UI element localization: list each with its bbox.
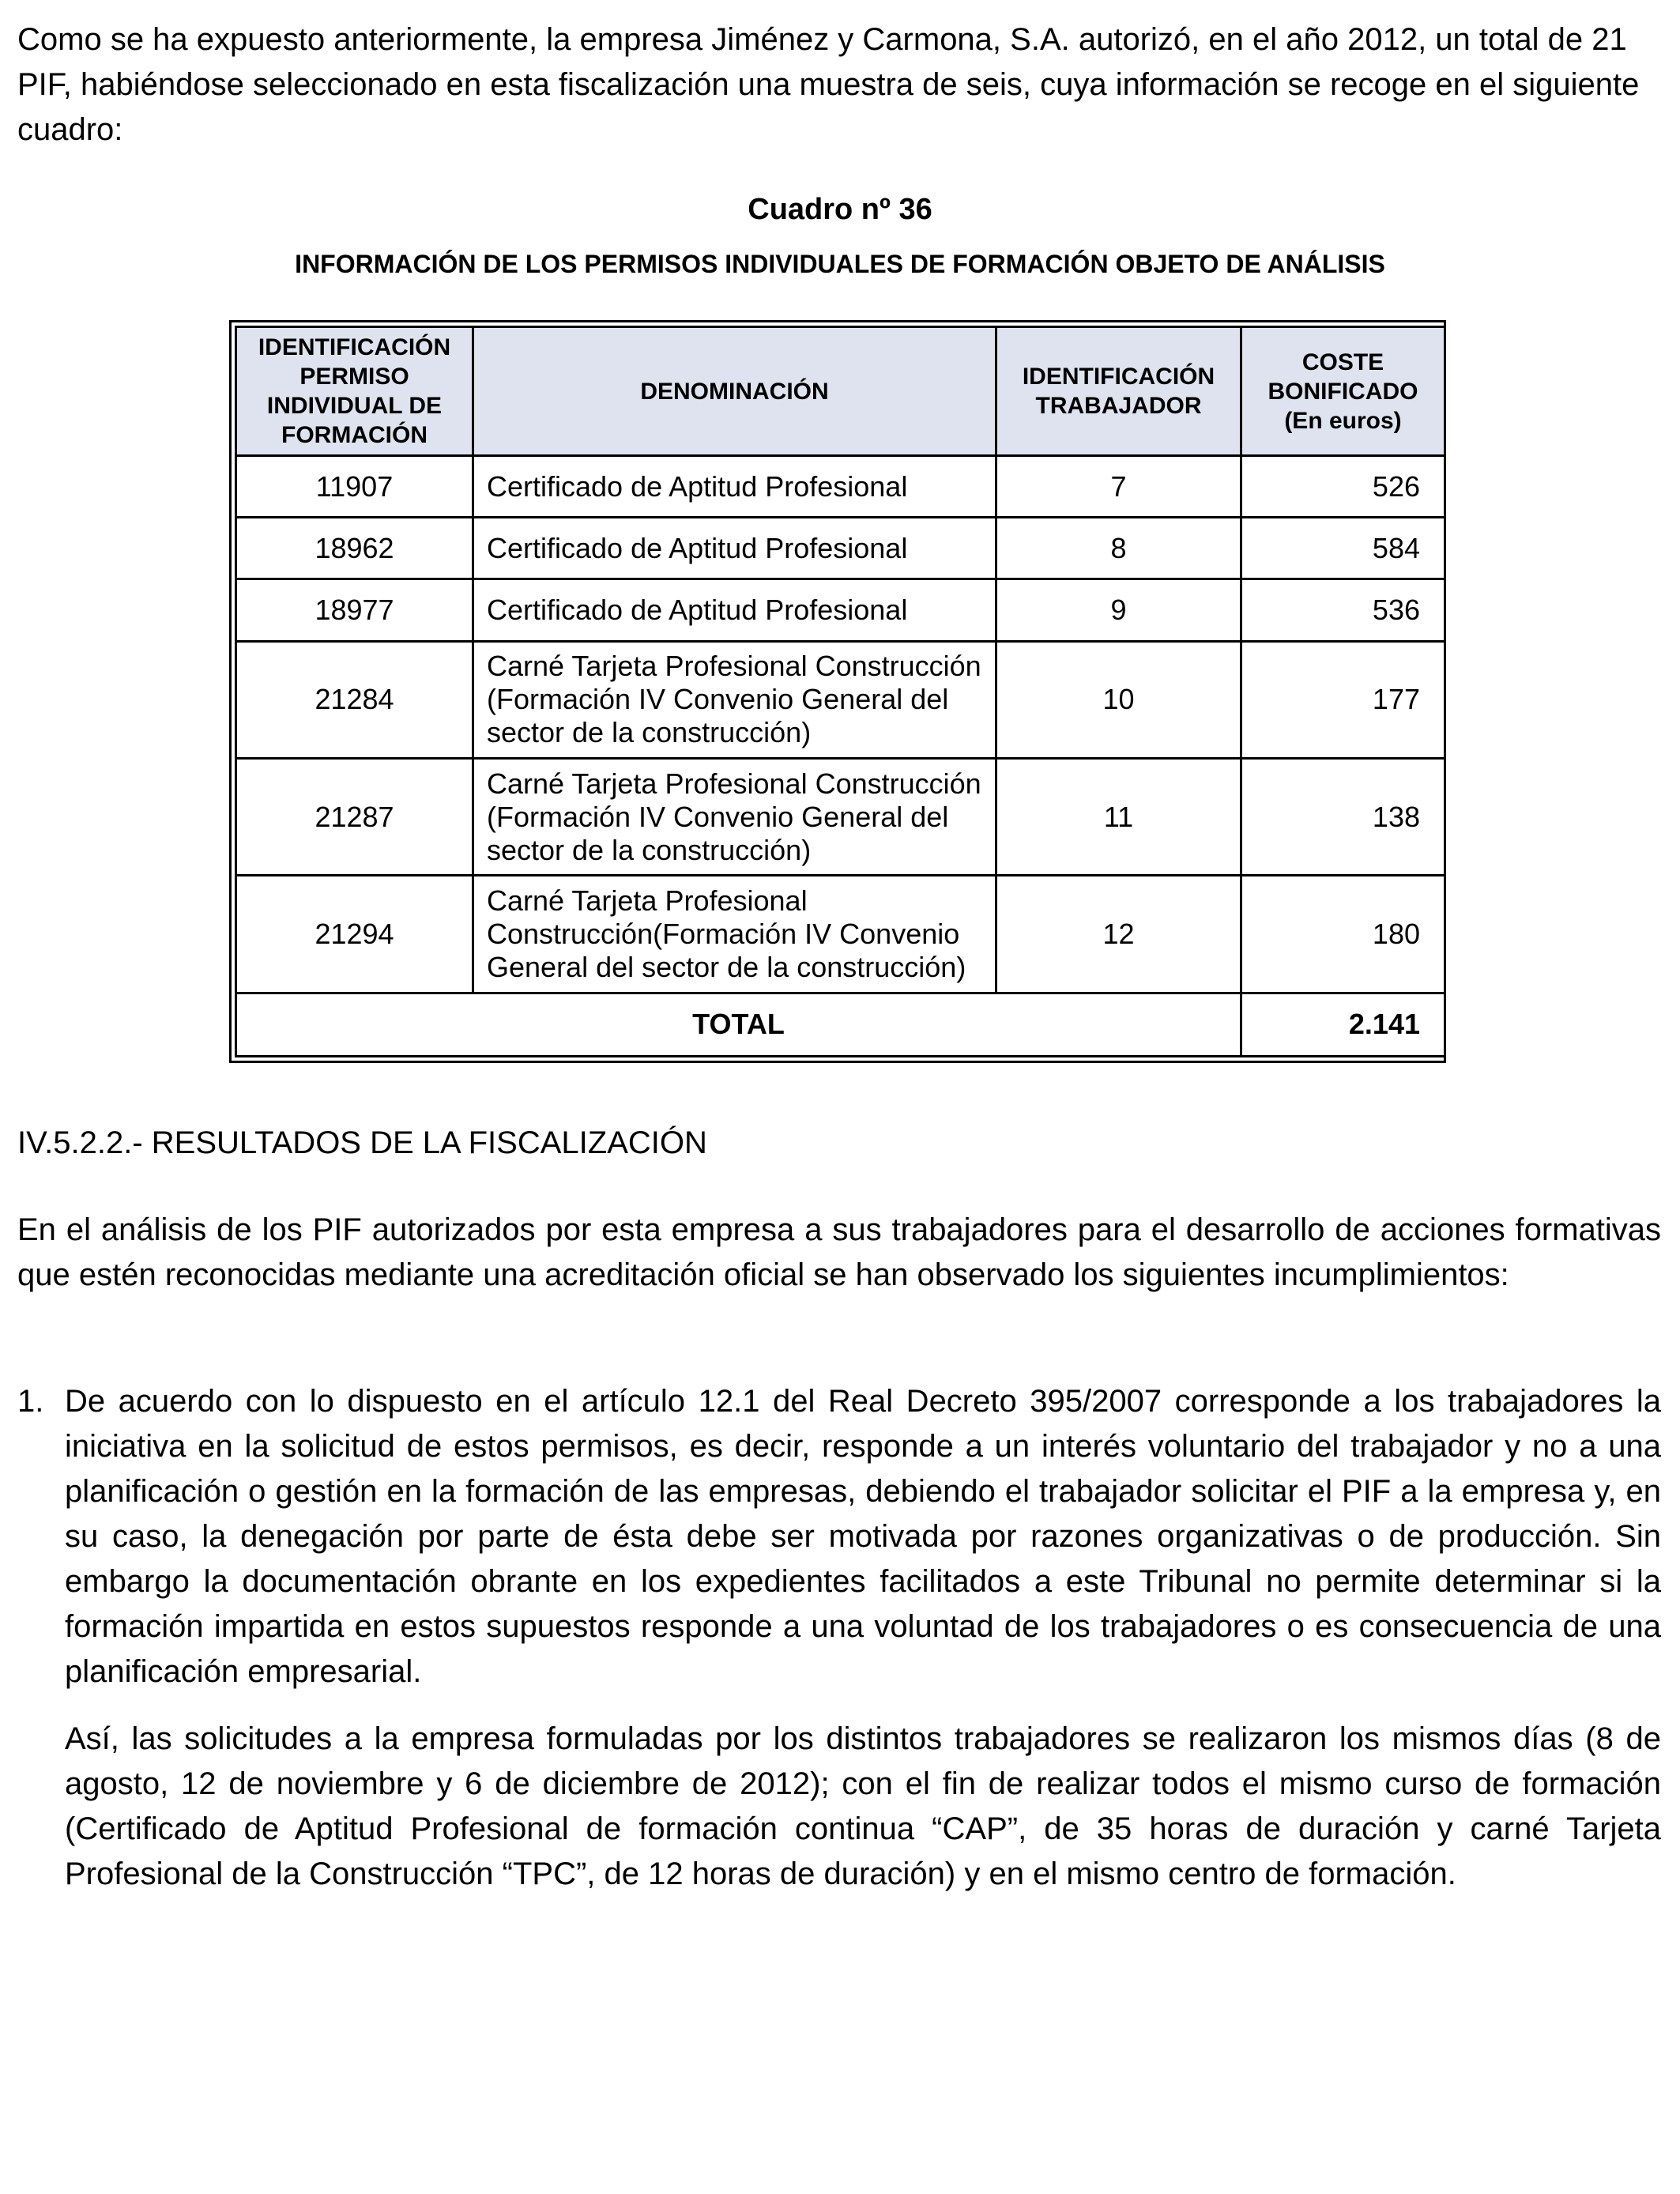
cell-permiso-id: 18962 — [236, 518, 473, 579]
cell-coste: 180 — [1241, 876, 1445, 993]
cell-coste: 584 — [1241, 518, 1445, 579]
cell-denominacion: Certificado de Aptitud Profesional — [473, 579, 996, 641]
pif-table — [235, 326, 1446, 1057]
section-intro-paragraph: En el análisis de los PIF autorizados por esta empresa a sus trabajadores para el desarrollo de acciones formativas que estén reconocidas mediante una acreditación oficial se han observado los siguientes incumplimientos: — [17, 1212, 1661, 1292]
cell-trabajador: 11 — [996, 759, 1241, 876]
cell-coste: 177 — [1241, 641, 1445, 758]
cell-trabajador: 12 — [996, 876, 1241, 993]
cell-permiso-id: 21287 — [236, 759, 473, 876]
pif-table-frame — [229, 320, 1446, 1063]
list-item-number: 1. — [17, 1384, 44, 1419]
table-title: Cuadro nº 36 — [748, 193, 932, 226]
header-identificacion-trabajador: IDENTIFICACIÓN TRABAJADOR — [996, 327, 1241, 456]
cell-trabajador: 8 — [996, 518, 1241, 579]
list-item-text: De acuerdo con lo dispuesto en el artículo 12.1 del Real Decreto 395/2007 corresponde a los trabajadores la iniciativa en la solicitud de estos permisos, es decir, responde a un interés voluntario del trabajador y no a una planificación o gestión en la formación de las empresas, debiendo el trabajador solicitar el PIF a la empresa y, en su caso, la denegación por parte de ésta debe ser motivada por razones organizativas o de producción. Sin embargo la documentación obrante en los expedientes facilitados a este Tribunal no permite determinar si la formación impartida en estos supuestos responde a una voluntad de los trabajadores o es consecuencia de una planificación empresarial. — [65, 1384, 1661, 1689]
section-heading: IV.5.2.2.- RESULTADOS DE LA FISCALIZACIÓN — [17, 1125, 707, 1160]
table-header-row — [236, 327, 1445, 456]
table-row — [236, 579, 1445, 641]
denominacion-text: Carné Tarjeta Profesional Construcción (Formación IV Convenio General del sector de la construcción) — [487, 650, 981, 749]
cell-trabajador: 9 — [996, 579, 1241, 641]
cell-denominacion: Certificado de Aptitud Profesional — [473, 456, 996, 518]
denominacion-text: Carné Tarjeta Profesional Construcción (Formación IV Convenio General del sector de la construcción) — [487, 767, 981, 866]
denominacion-text: Carné Tarjeta Profesional Construcción(Formación IV Convenio General del sector de la construcción) — [487, 884, 966, 984]
cell-permiso-id: 21294 — [236, 876, 473, 993]
table-row — [236, 518, 1445, 579]
cell-trabajador: 10 — [996, 641, 1241, 758]
intro-paragraph: Como se ha expuesto anteriormente, la empresa Jiménez y Carmona, S.A. autorizó, en el año 2012, un total de 21 PIF, habiéndose seleccionado en esta fiscalización una muestra de seis, cuya información se recoge en el siguiente cuadro: — [17, 22, 1640, 147]
table-row — [236, 759, 1445, 876]
cell-denominacion — [473, 759, 996, 876]
cell-permiso-id: 18977 — [236, 579, 473, 641]
cell-permiso-id: 21284 — [236, 641, 473, 758]
table-row — [236, 641, 1445, 758]
list-item — [17, 1379, 1661, 1897]
header-denominacion: DENOMINACIÓN — [473, 327, 996, 456]
cell-denominacion: Certificado de Aptitud Profesional — [473, 518, 996, 579]
cell-coste: 536 — [1241, 579, 1445, 641]
list-item-paragraph: Así, las solicitudes a la empresa formuladas por los distintos trabajadores se realizaron los mismos días (8 de agosto, 12 de noviembre y 6 de diciembre de 2012); con el fin de realizar todos el mismo curso de formación (Certificado de Aptitud Profesional de formación continua “CAP”, de 35 horas de duración y carné Tarjeta Profesional de la Construcción “TPC”, de 12 horas de duración) y en el mismo centro de formación. — [65, 1721, 1661, 1891]
table-subtitle: INFORMACIÓN DE LOS PERMISOS INDIVIDUALES DE FORMACIÓN OBJETO DE ANÁLISIS — [295, 250, 1385, 278]
total-value: 2.141 — [1241, 993, 1445, 1056]
header-identificacion-permiso: IDENTIFICACIÓN PERMISO INDIVIDUAL DE FORMACIÓN — [236, 327, 473, 456]
table-row — [236, 876, 1445, 993]
table-row — [236, 456, 1445, 518]
cell-denominacion — [473, 876, 996, 993]
total-label: TOTAL — [236, 993, 1241, 1056]
cell-coste: 526 — [1241, 456, 1445, 518]
header-coste-bonificado: COSTE BONIFICADO (En euros) — [1241, 327, 1445, 456]
cell-permiso-id: 11907 — [236, 456, 473, 518]
total-row — [236, 993, 1445, 1056]
cell-denominacion — [473, 641, 996, 758]
cell-coste: 138 — [1241, 759, 1445, 876]
cell-trabajador: 7 — [996, 456, 1241, 518]
